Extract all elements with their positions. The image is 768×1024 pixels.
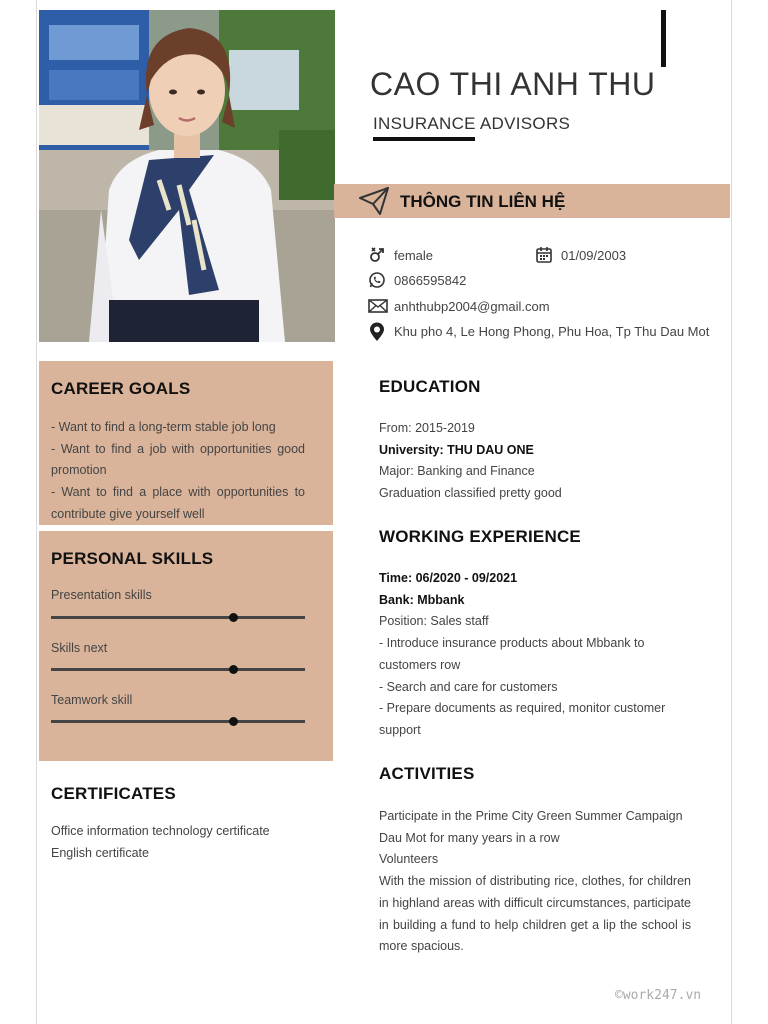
- email-value: anhthubp2004@gmail.com: [394, 299, 550, 314]
- experience-heading: WORKING EXPERIENCE: [379, 527, 581, 546]
- career-goals-section: [39, 361, 333, 525]
- experience-position: Position: Sales staff: [379, 614, 489, 629]
- skill-bar: [51, 616, 305, 619]
- certificates-heading: CERTIFICATES: [51, 784, 176, 803]
- experience-duty: - Search and care for customers: [379, 679, 558, 694]
- education-university: University: THU DAU ONE: [379, 442, 534, 457]
- education-period: From: 2015-2019: [379, 421, 475, 435]
- skill-level-marker: [229, 665, 238, 674]
- certificate-item: Office information technology certificate: [51, 824, 270, 838]
- activity-line: With the mission of distributing rice, clothes, for children in highland areas with difficult circumstances, participate in building a fund to help children get a lip the school is more spacious.: [379, 874, 691, 954]
- person-name: CAO THI ANH THU: [370, 66, 656, 102]
- education-details: [379, 418, 699, 505]
- phone-icon: [368, 271, 386, 292]
- accent-bar: [661, 10, 666, 67]
- activity-line: Participate in the Prime City Green Summer Campaign: [379, 809, 683, 823]
- email-icon: [368, 297, 388, 318]
- skill-label: Teamwork skill: [51, 693, 133, 707]
- skill-bar: [51, 720, 305, 723]
- certificate-item: English certificate: [51, 845, 149, 860]
- skill-level-marker: [229, 613, 238, 622]
- experience-details: [379, 568, 679, 742]
- experience-bank: Bank: Mbbank: [379, 592, 465, 607]
- address-value: Khu pho 4, Le Hong Phong, Phu Hoa, Tp Thu Dau Mot: [394, 324, 710, 339]
- contact-heading-band: [334, 184, 730, 218]
- career-goals-heading: CAREER GOALS: [51, 379, 191, 398]
- career-goal-item: - Want to find a place with opportunities to contribute give yourself well: [51, 485, 305, 521]
- phone-value: 0866595842: [394, 273, 467, 288]
- calendar-icon: [535, 246, 553, 267]
- certificates-list: [51, 821, 321, 864]
- job-title: INSURANCE ADVISORS: [373, 114, 571, 133]
- title-underline: [373, 137, 475, 141]
- contact-heading: THÔNG TIN LIÊN HỆ: [400, 192, 566, 211]
- experience-duty: - Introduce insurance products about Mbbank to customers row: [379, 636, 645, 672]
- activity-line: Dau Mot for many years in a row: [379, 830, 560, 845]
- skill-bar: [51, 668, 305, 671]
- education-graduation: Graduation classified pretty good: [379, 486, 562, 501]
- activities-heading: ACTIVITIES: [379, 764, 475, 783]
- career-goals-list: [51, 417, 305, 526]
- profile-photo: [39, 10, 335, 342]
- activities-details: [379, 806, 691, 958]
- gender-value: female: [394, 248, 434, 263]
- dob-value: 01/09/2003: [561, 248, 627, 263]
- education-heading: EDUCATION: [379, 377, 481, 396]
- career-goal-item: - Want to find a long-term stable job long: [51, 420, 276, 434]
- personal-skills-section: [39, 531, 333, 761]
- activity-line: Volunteers: [379, 852, 439, 867]
- experience-time: Time: 06/2020 - 09/2021: [379, 571, 518, 585]
- career-goal-item: - Want to find a job with opportunities good promotion: [51, 441, 305, 478]
- location-icon: [368, 322, 386, 345]
- skill-label: Skills next: [51, 641, 108, 655]
- skill-label: Presentation skills: [51, 588, 152, 602]
- gender-icon: [368, 246, 386, 267]
- personal-skills-heading: PERSONAL SKILLS: [51, 549, 214, 568]
- paper-plane-icon: [358, 186, 390, 221]
- experience-duty: - Prepare documents as required, monitor customer support: [379, 701, 666, 737]
- cv-page: [36, 0, 732, 1024]
- education-major: Major: Banking and Finance: [379, 464, 535, 479]
- skill-level-marker: [229, 717, 238, 726]
- watermark: ©work247.vn: [615, 988, 702, 1003]
